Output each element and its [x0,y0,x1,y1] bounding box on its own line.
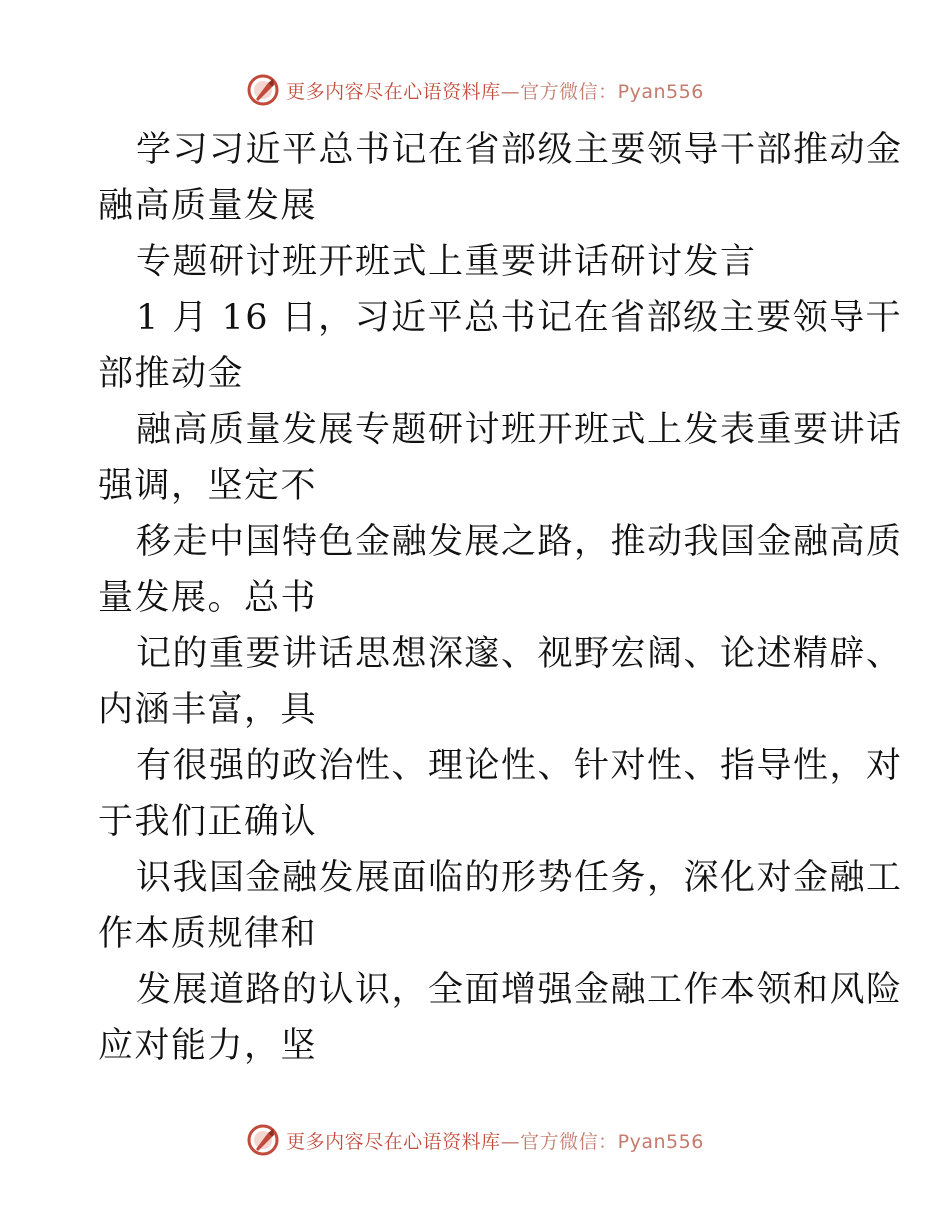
paragraph-line: 量发展。总书 [98,578,318,618]
paragraph-3 [98,290,903,402]
paragraph-1 [98,122,903,234]
watermark-text [286,77,704,104]
paragraph-6 [98,626,903,738]
paragraph-8 [98,850,903,962]
paragraph-line: 移走中国特色金融发展之路，推动我国金融高质 [136,522,903,562]
paragraph-line: 于我们正确认 [98,802,318,842]
paragraph-line: 内涵丰富，具 [98,690,318,730]
paragraph-4 [98,402,903,514]
watermark-contact: —官方微信：Pyan556 [500,80,704,103]
paragraph-7 [98,738,903,850]
watermark-brand: 更多内容尽在心语资料库 [286,80,501,103]
paragraph-line: 部推动金 [98,354,245,394]
paragraph-line: 记的重要讲话思想深邃、视野宏阔、论述精辟、 [136,634,903,674]
paragraph-line: 作本质规律和 [98,914,318,954]
paragraph-2 [98,234,858,290]
paragraph-line: 专题研讨班开班式上重要讲话研讨发言 [136,242,757,282]
document-body [98,122,903,1074]
watermark-brand: 更多内容尽在心语资料库 [286,1130,501,1153]
paragraph-line: 有很强的政治性、理论性、针对性、指导性，对 [136,746,903,786]
paragraph-line: 强调，坚定不 [98,466,318,506]
paragraph-5 [98,514,903,626]
footer-watermark [0,1120,950,1160]
paragraph-9 [98,962,903,1074]
header-watermark [0,70,950,110]
pen-nib-logo-icon [246,1123,280,1157]
paragraph-line: 发展道路的认识，全面增强金融工作本领和风险 [136,970,903,1010]
paragraph-line: 融高质量发展 [98,186,318,226]
paragraph-line: 应对能力，坚 [98,1026,318,1066]
pen-nib-logo-icon [246,73,280,107]
paragraph-line: 学习习近平总书记在省部级主要领导干部推动金 [136,130,903,170]
paragraph-line: 融高质量发展专题研讨班开班式上发表重要讲话 [136,410,903,450]
paragraph-line: 识我国金融发展面临的形势任务，深化对金融工 [136,858,903,898]
watermark-contact: —官方微信：Pyan556 [500,1130,704,1153]
watermark-text [286,1127,704,1154]
paragraph-line: 1 月 16 日，习近平总书记在省部级主要领导干 [136,298,903,338]
